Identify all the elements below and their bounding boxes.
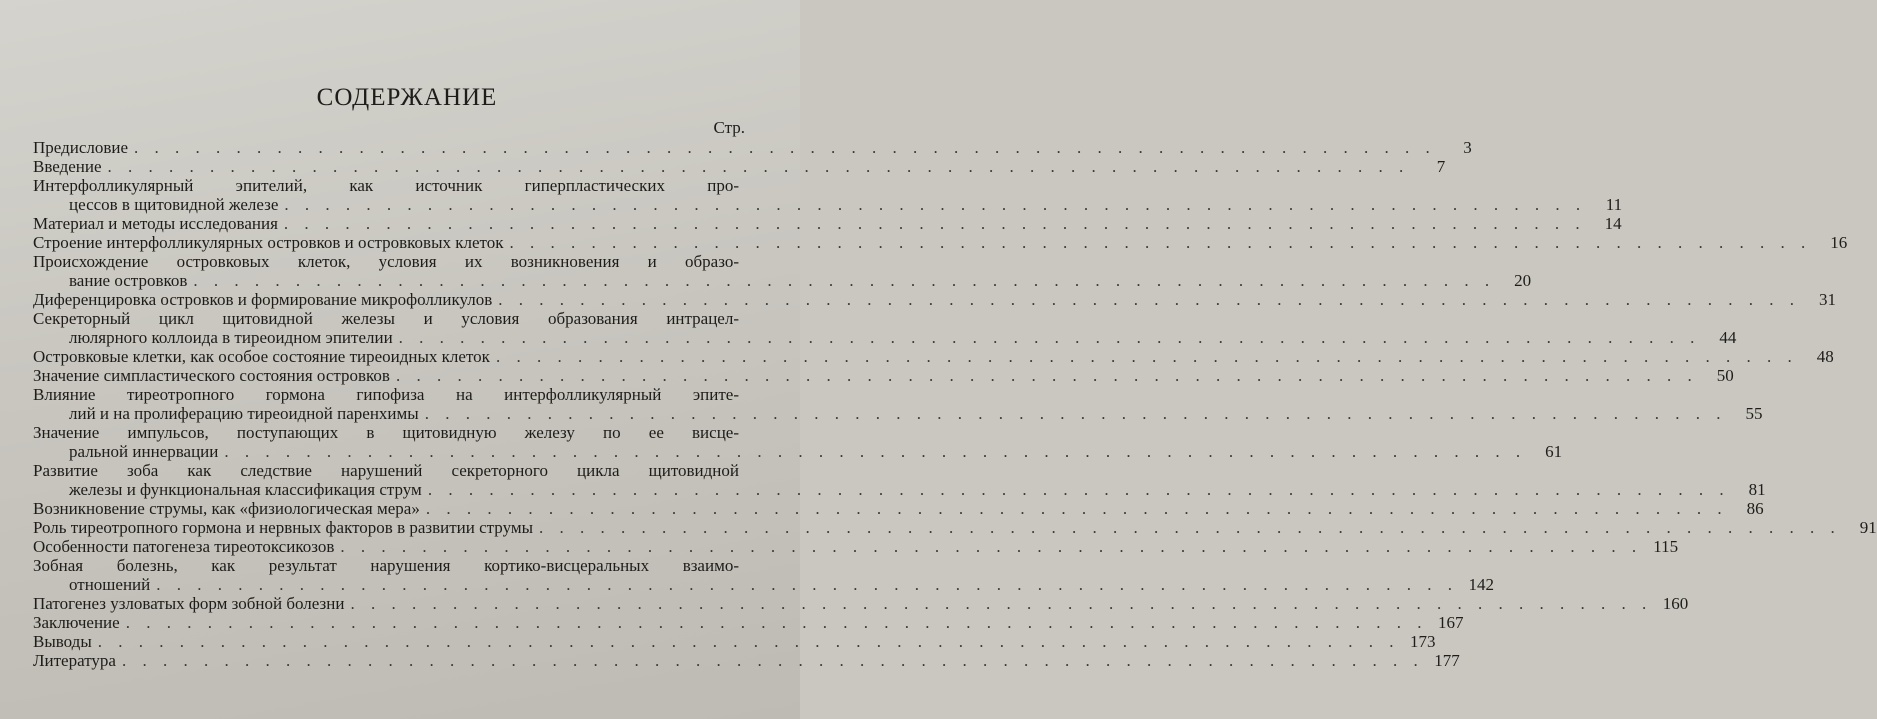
leader-dots: . . . . . . . . . . . . . . . . . . . . . . . . . . . . . . . . . . . . . . . . . . . . . . . . . . . . . . . . . . . . . . . . [509,233,1812,252]
toc-page-number: 14 [1604,214,1622,233]
toc-page-number: 173 [1410,632,1436,651]
leader-dots: . . . . . . . . . . . . . . . . . . . . . . . . . . . . . . . . . . . . . . . . . . . . . . . . . . . . . . . . . . . . . . . . [283,214,1586,233]
toc-entry-title: Выводы [33,632,92,651]
toc-entry-line: Интерфолликулярный эпителий, как источник гиперпластических про- [33,176,739,195]
leader-dots: . . . . . . . . . . . . . . . . . . . . . . . . . . . . . . . . . . . . . . . . . . . . . . . . . . . . . . . . . . . . . . . . [340,537,1643,556]
leader-dots: . . . . . . . . . . . . . . . . . . . . . . . . . . . . . . . . . . . . . . . . . . . . . . . . . . . . . . . . . . . . . . . . [395,366,1698,385]
toc-entry [33,537,1679,556]
toc-entry [33,347,1834,366]
toc-entry [33,499,1764,518]
toc-entry-title: Островковые клетки, как особое состояние тиреоидных клеток [33,347,490,366]
leader-dots: . . . . . . . . . . . . . . . . . . . . . . . . . . . . . . . . . . . . . . . . . . . . . . . . . . . . . . . . . . . . . . . . [398,328,1701,347]
toc-entry-title: Особенности патогенеза тиреотоксикозов [33,537,335,556]
toc-entry-title: Введение [33,157,102,176]
leader-dots: . . . . . . . . . . . . . . . . . . . . . . . . . . . . . . . . . . . . . . . . . . . . . . . . . . . . . . . . . . . . . . . . [125,613,1428,632]
page-title: СОДЕРЖАНИЕ [316,84,498,111]
toc-page-number: 11 [1605,195,1623,214]
toc-entry-title: Литература [33,651,116,670]
toc-entry [33,651,1460,670]
toc-entry-title: железы и функциональная классификация струм [69,480,422,499]
toc-page-number: 55 [1745,404,1763,423]
toc-entry [33,138,1472,157]
toc-page-number: 81 [1748,480,1766,499]
toc-entry [33,366,1734,385]
toc-entry-title: Диференцировка островков и формирование микрофолликулов [33,290,493,309]
toc-page-number: 7 [1436,157,1446,176]
toc-entry-title: вание островков [69,271,188,290]
table-of-contents [33,138,1877,670]
toc-entry-line: Развитие зоба как следствие нарушений секреторного цикла щитовидной [33,461,739,480]
toc-entry [33,594,1689,613]
toc-entry-title: Патогенез узловатых форм зобной болезни [33,594,345,613]
leader-dots: . . . . . . . . . . . . . . . . . . . . . . . . . . . . . . . . . . . . . . . . . . . . . . . . . . . . . . . . . . . . . . . . [427,480,1730,499]
toc-page-number: 31 [1819,290,1837,309]
toc-page-number: 50 [1716,366,1734,385]
toc-entry [33,157,1446,176]
leader-dots: . . . . . . . . . . . . . . . . . . . . . . . . . . . . . . . . . . . . . . . . . . . . . . . . . . . . . . . . . . . . . . . . [134,138,1436,157]
leader-dots: . . . . . . . . . . . . . . . . . . . . . . . . . . . . . . . . . . . . . . . . . . . . . . . . . . . . . . . . . . . . . . . . [424,404,1727,423]
toc-page-number: 167 [1437,613,1464,632]
toc-entry [33,423,1563,461]
toc-entry [33,290,1837,309]
toc-page-number: 142 [1468,575,1494,594]
toc-page-number: 20 [1514,271,1532,290]
toc-entry [33,518,1877,537]
toc-entry [33,233,1848,252]
toc-page-number: 3 [1463,138,1472,157]
toc-page-number: 44 [1719,328,1737,347]
toc-entry [33,461,1766,499]
toc-entry [33,556,1494,594]
toc-entry-title: цессов в щитовидной железе [69,195,279,214]
toc-entry [33,252,1532,290]
toc-entry-title: ральной иннервации [69,442,219,461]
toc-page-number: 115 [1653,537,1679,556]
toc-entry-title: Строение интерфолликулярных островков и островковых клеток [33,233,504,252]
leader-dots: . . . . . . . . . . . . . . . . . . . . . . . . . . . . . . . . . . . . . . . . . . . . . . . . . . . . . . . . . . . . . . . . [498,290,1801,309]
toc-entry [33,632,1436,651]
toc-entry-title: Возникновение струмы, как «физиологическая мера» [33,499,420,518]
leader-dots: . . . . . . . . . . . . . . . . . . . . . . . . . . . . . . . . . . . . . . . . . . . . . . . . . . . . . . . . . . . . . . . . [539,518,1841,537]
toc-entry-line: Зобная болезнь, как результат нарушения кортико-висцеральных взаимо- [33,556,739,575]
toc-entry [33,176,1623,214]
toc-entry-line: Значение импульсов, поступающих в щитовидную железу по ее висце- [33,423,739,442]
toc-page-number: 177 [1434,651,1460,670]
toc-entry-title: люлярного коллоида в тиреоидном эпителии [69,328,393,347]
toc-entry-line: Секреторный цикл щитовидной железы и условия образования интрацел- [33,309,739,328]
leader-dots: . . . . . . . . . . . . . . . . . . . . . . . . . . . . . . . . . . . . . . . . . . . . . . . . . . . . . . . . . . . . . . . . [156,575,1458,594]
toc-entry [33,613,1464,632]
toc-entry-title: Материал и методы исследования [33,214,278,233]
toc-entry-title: лий и на пролиферацию тиреоидной паренхимы [69,404,419,423]
leader-dots: . . . . . . . . . . . . . . . . . . . . . . . . . . . . . . . . . . . . . . . . . . . . . . . . . . . . . . . . . . . . . . . . [350,594,1653,613]
toc-entry-title: Предисловие [33,138,129,157]
toc-entry [33,385,1763,423]
leader-dots: . . . . . . . . . . . . . . . . . . . . . . . . . . . . . . . . . . . . . . . . . . . . . . . . . . . . . . . . . . . . . . . . [97,632,1400,651]
toc-entry [33,214,1622,233]
leader-dots: . . . . . . . . . . . . . . . . . . . . . . . . . . . . . . . . . . . . . . . . . . . . . . . . . . . . . . . . . . . . . . . . [107,157,1410,176]
toc-entry-title: Заключение [33,613,120,632]
leader-dots: . . . . . . . . . . . . . . . . . . . . . . . . . . . . . . . . . . . . . . . . . . . . . . . . . . . . . . . . . . . . . . . . [224,442,1527,461]
toc-page-number: 61 [1545,442,1563,461]
toc-entry-title: Значение симпластического состояния островков [33,366,390,385]
leader-dots: . . . . . . . . . . . . . . . . . . . . . . . . . . . . . . . . . . . . . . . . . . . . . . . . . . . . . . . . . . . . . . . . [193,271,1496,290]
leader-dots: . . . . . . . . . . . . . . . . . . . . . . . . . . . . . . . . . . . . . . . . . . . . . . . . . . . . . . . . . . . . . . . . [425,499,1728,518]
toc-page-number: 48 [1816,347,1834,366]
toc-entry [33,309,1737,347]
toc-entry-line: Происхождение островковых клеток, условия их возникновения и образо- [33,252,739,271]
leader-dots: . . . . . . . . . . . . . . . . . . . . . . . . . . . . . . . . . . . . . . . . . . . . . . . . . . . . . . . . . . . . . . . . [121,651,1424,670]
leader-dots: . . . . . . . . . . . . . . . . . . . . . . . . . . . . . . . . . . . . . . . . . . . . . . . . . . . . . . . . . . . . . . . . [284,195,1587,214]
toc-entry-title: Роль тиреотропного гормона и нервных факторов в развитии струмы [33,518,534,537]
toc-page-number: 86 [1746,499,1764,518]
leader-dots: . . . . . . . . . . . . . . . . . . . . . . . . . . . . . . . . . . . . . . . . . . . . . . . . . . . . . . . . . . . . . . . . [495,347,1798,366]
toc-page-number: 16 [1830,233,1848,252]
toc-entry-title: отношений [69,575,151,594]
toc-page-number: 160 [1662,594,1689,613]
toc-entry-line: Влияние тиреотропного гормона гипофиза на интерфолликулярный эпите- [33,385,739,404]
toc-page-number: 91 [1859,518,1877,537]
page-column-label: Стр. [713,118,745,137]
